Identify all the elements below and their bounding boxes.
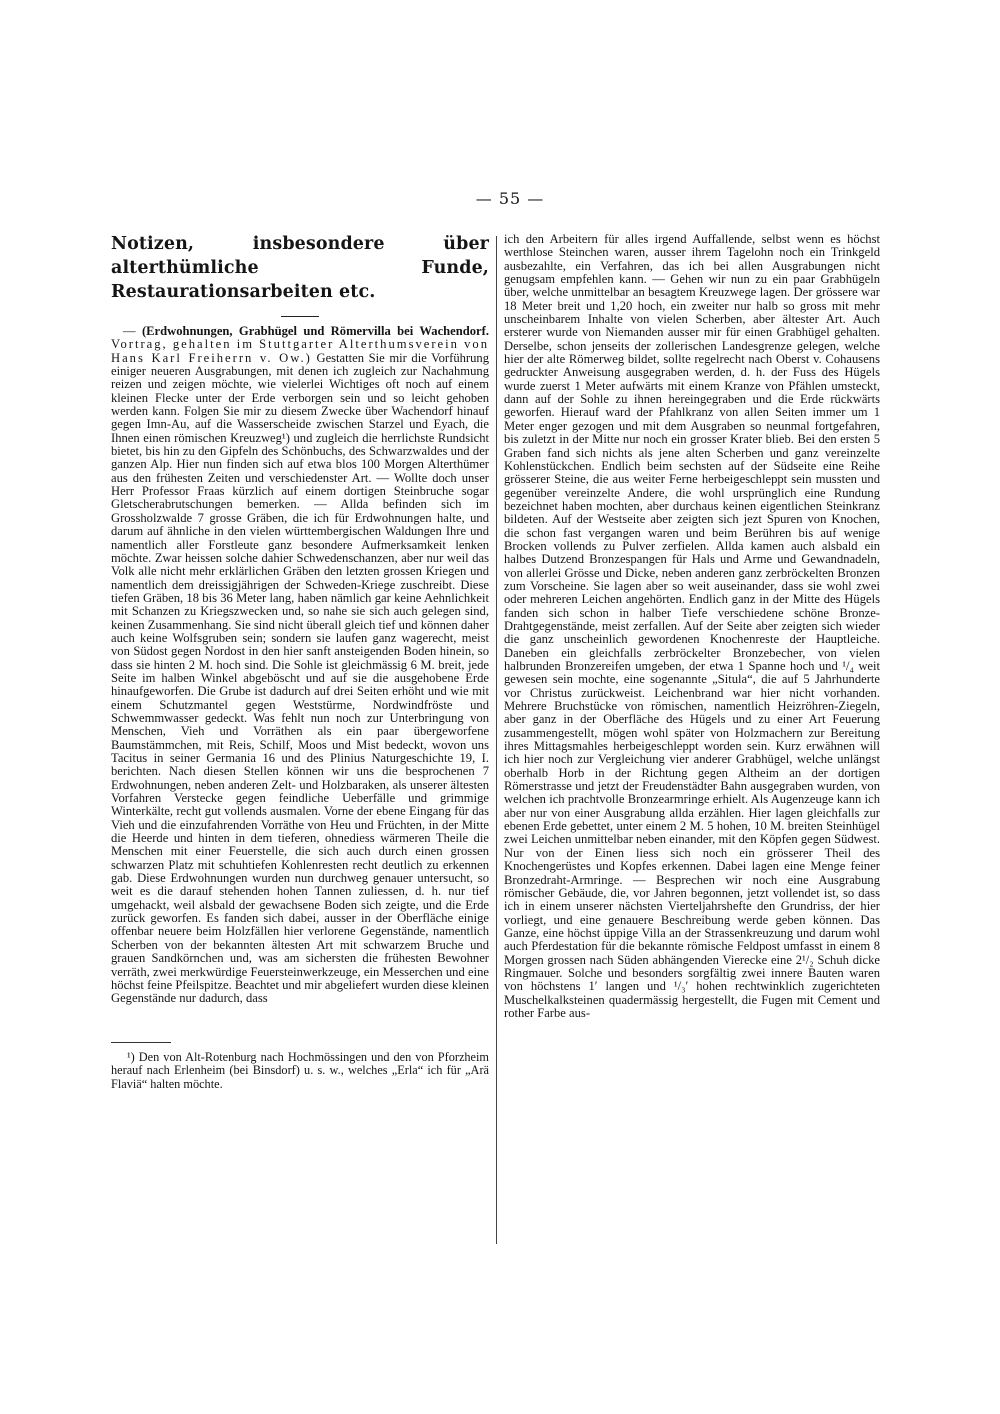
continuation-paragraph: ich den Arbeitern für alles irgend Auffallende, selbst wenn es höchst werthlose Steinchen waren, ausser ihrem Tagelohn noch ein Trinkgeld ausbezahlte, ein Verfahren, das ich bei allen Ausgrabungen nicht genugsam empfehlen kann. — Gehen wir nun zu ein paar Grabhügeln über, welche unmittelbar an besagtem Kreuzwege lagen. Der grössere war 18 Meter breit und 1,20 hoch, ein zweiter nur halb so gross mit mehr unscheinbarem Inhalte von vielen Scherben, aber ältester Art. Auch ersterer wurde von Niemanden ausser mir für einen Grabhügel gehalten. Derselbe, schon jenseits der zollerischen Landesgrenze gelegen, welche hier der alte Römerweg bildet, sollte regelrecht nach Oberst v. Cohausens gedruckter Anweisung ausgegraben werden, d. h. der Fuss des Hügels wurde zuerst 1 Meter aufwärts mit einem Kranze von Pfählen umsteckt, dann auf der Sohle zu ihnen hereingegraben und die Erde rückwärts geworfen. Hierauf ward der Pfahlkranz von allen Seiten immer um 1 Meter enger gezogen und mit dem Ausgraben so neunmal fortgefahren, bis zuletzt in der Mitte nur noch ein grosser Krater blieb. Bei den ersten 5 Graben fand sich nichts als jene alten Scherben und ganz vereinzelte Kohlenstückchen. Endlich beim sechsten auf der Südseite eine Reihe grösserer Steine, die aus weiter Ferne herbeigeschleppt sein mussten und gegenüber vereinzelte Andere, die wohl ursprünglich eine Rundung bezeichnet haben mochten, aber durchaus keinen eigentlichen Steinkranz bildeten. Auf der Westseite aber zeigten sich jezt Spuren von Knochen, die schon fast vergangen waren und beim Berühren bis auf wenige Brocken vollends zu Pulver zerfielen. Allda kamen auch alsbald ein halbes Dutzend Bronzespangen für Hals und Arme und Gewandnadeln, von allerlei Grösse und Dicke, neben anderen ganz zerbröckelten Bronzen zum Vorscheine. Sie lagen aber so weit auseinander, dass sie wohl zwei oder mehreren Leichen angehörten. Endlich ganz in der Mitte des Hügels fanden sich schon in halber Tiefe verschiedene schöne Bronze-Drahtgegenstände, meist zerfallen. Auf der Seite aber zeigten sich wieder die ganz unscheinlich gewordenen Knochenreste der Hauptleiche. Daneben ein gleichfalls zerbröckelter Bronzebecher, von vielen halbrunden Bronzereifen umgeben, der etwa 1 Spanne hoch und ¹/₄ weit gewesen sein mochte, eine sogenannte „Situla“, die auf 5 Jahrhunderte vor Christus zurückweist. Leichenbrand war hier nicht vorhanden. Mehrere Bruchstücke von römischen, namentlich Heizröhren-Ziegeln, aber ganz in der Oberfläche des Hügels und zu einer Art Feuerung zusammengestellt, mögen wohl später von Holzmachern zur Bereitung ihres Mittagsmahles herbeigeschleppt worden sein. Kurz erwähnen will ich hier noch zur Vergleichung vier anderer Grabhügel, welche unlängst oberhalb Horb in der Richtung gegen Altheim an der dortigen Römerstrasse und jetzt der Freudenstädter Bahn ausgegraben wurden, von welchen ich prachtvolle Bronzearmringe erhielt. Als Augenzeuge kann ich aber nur von einer Ausgrabung allda erzählen. Hier lagen gleichfalls zur ebenen Erde gebettet, unter einem 2 M. 5 hohen, 10 M. breiten Steinhügel zwei Leichen unmittelbar neben einander, mit den Köpfen gegen Südwest. Nur von der Einen liess sich noch ein grösserer Theil des Knochengerüstes und Kopfes erkennen. Dabei lagen eine Menge feiner Bronzedraht-Armringe. — Besprechen wir noch eine Ausgrabung römischer Gebäude, die, vor Jahren begonnen, jetzt vollendet ist, so dass ich in einem unserer nächsten Vierteljahrshefte den Grundriss, der hier vorliegt, und eine genauere Beschreibung werde geben können. Das Ganze, eine höchst üppige Villa an der Strassenkreuzung und darum wohl auch Pferdestation für die bekannte römische Feldpost umfasst in einem 8 Morgen grossen nach Süden abhängenden Vierecke eine 2¹/₂ Schuh dicke Ringmauer. Solche und besonders sorgfältig zwei innere Bauten waren von höchstens 1′ langen und ¹/₃′ hohen rechtwinklich zugerichteten Muschelkalksteinen quadermässig hergestellt, die Fugen mit Cement und rother Farbe aus-	[504, 232, 880, 1020]
article-subhead: (Erdwohnungen, Grabhügel und Römervilla bei Wachendorf.	[141, 324, 489, 338]
right-column	[504, 233, 880, 1020]
intro-paragraph	[111, 325, 489, 1006]
footnote-divider	[111, 1042, 171, 1043]
paragraph-text: Gestatten Sie mir die Vorführung einiger neueren Ausgrabungen, mit denen ich zugleich zur Nachahmung reizen und zeigen möchte, wie vielerlei Wichtiges oft noch auf einem kleinen Flecke unter der Erde verborgen sein und so leicht gehoben werden kann. Folgen Sie mir zu diesem Zwecke über Wachendorf hinauf gegen Imn-Au, auf die Wasserscheide zwischen Starzel und Eyach, die Ihnen einen römischen Kreuzweg¹) und zugleich die herrlichste Rundsicht bietet, bis hin zu den Gipfeln des Schönbuchs, des Schwarzwaldes und der ganzen Alp. Hier nun finden sich auf etwa blos 100 Morgen Alterthümer aus den frühesten Zeiten und verschiedenster Art. — Wollte doch unser Herr Professor Fraas kürzlich auf einem dortigen Steinbruche sogar Gletscherabrutschungen bemerken. — Allda befinden sich im Grossholzwalde 7 grosse Gräben, die ich für Erdwohnungen halte, und darum auf ähnliche in den vielen württembergischen Waldungen Ihre und namentlich aller Forstleute ganz besondere Aufmerksamkeit lenken möchte. Zwar heissen solche dahier Schwedenschanzen, aber nur weil das Volk alle nicht mehr erklärlichen Gräben den letzten grossen Kriegen und namentlich dem dreissigjährigen der Schweden-Kriege zuschreibt. Diese tiefen Gräben, 18 bis 36 Meter lang, haben nämlich gar keine Aehnlichkeit mit Schanzen zu Kriegszwecken und, so nahe sie sich auch gelegen sind, keinen Zusammenhang. Sie sind nicht überall gleich tief und können daher auch keine Wolfsgruben sein; sondern sie laufen ganz wagerecht, meist von Südost gegen Nordost in den hier sanft ansteigenden Boden hinein, so dass sie hinten 2 M. hoch sind. Die Sohle ist gleichmässig 6 M. breit, jede Seite im halben Winkel abgeböscht und auf sie die ausgehobene Erde hinaufgeworfen. Die Grube ist dadurch auf drei Seiten erhöht und wie mit einem Schutzmantel gegen Weststürme, Nordwindfröste und Schwemmwasser gedeckt. Was fehlt nun noch zur Unterbringung von Menschen, Vieh und Vorräthen als ein paar übergeworfene Baumstämmchen, mit Reis, Schilf, Moos und Mist bedeckt, wovon uns Tacitus in seiner Germania 16 und des Plinius Naturgeschichte 19, I. berichten. Nach diesen Stellen können wir uns die besprochenen 7 Erdwohnungen, neben anderen Zelt- und Holzbaraken, als unserer ältesten Vorfahren Verstecke gegen feindliche Ueberfälle und grimmige Winterkälte, recht gut vollends ausmalen. Vorne der ebene Eingang für das Vieh und die einzufahrenden Vorräthe von Heu und Früchten, in der Mitte die Heerde und hinten in dem tieferen, ohnediess wärmeren Theile die Menschen mit einer Feuerstelle, die sich auch durch einen grossen schwarzen Platz mit schuhtiefen Kohlenresten recht deutlich zu erkennen gab. Diese Erdwohnungen wurden nun durchweg genauer untersucht, so weit es die darauf stehenden hohen Tannen zuliessen, d. h. nur tief umgehackt, weil alsbald der gewachsene Boden sich zeigte, und die Erde zurück geworfen. Es fanden sich dabei, ausser in der Oberfläche einige offenbar neuere beim Holzfällen hier verlorene Gegenstände, namentlich Scherben von der bekannten ältesten Art mit schwarzem Bruche und grauen Sandkörnchen und, was am sichersten die frühesten Bewohner verräth, zwei merkwürdige Feuersteinwerkzeuge, ein Messerchen und eine höchst feine Pfeilspitze. Beachtet und mir abgeliefert wurden diese kleinen Gegenstände nur dadurch, dass	[111, 350, 489, 1006]
intro-dash: —	[123, 324, 142, 338]
page-number-header: — 55 —	[475, 189, 545, 208]
title-divider	[281, 316, 319, 317]
section-title: Notizen, insbesondere über alterthümliche Funde, Restaurationsarbeiten etc.	[111, 234, 489, 302]
footnote-text: ¹) Den von Alt-Rotenburg nach Hochmössingen und den von Pforzheim herauf nach Erlenheim (bei Binsdorf) u. s. w., welches „Erla“ ich für „Arä Flaviä“ halten möchte.	[111, 1049, 489, 1091]
left-column	[111, 232, 489, 1091]
column-divider	[496, 236, 497, 1244]
footnote	[111, 1051, 489, 1092]
lecture-label: Vortrag, gehalten im Stuttgarter Alterthumsverein von Hans Karl Freiherrn v. Ow.)	[111, 337, 489, 365]
